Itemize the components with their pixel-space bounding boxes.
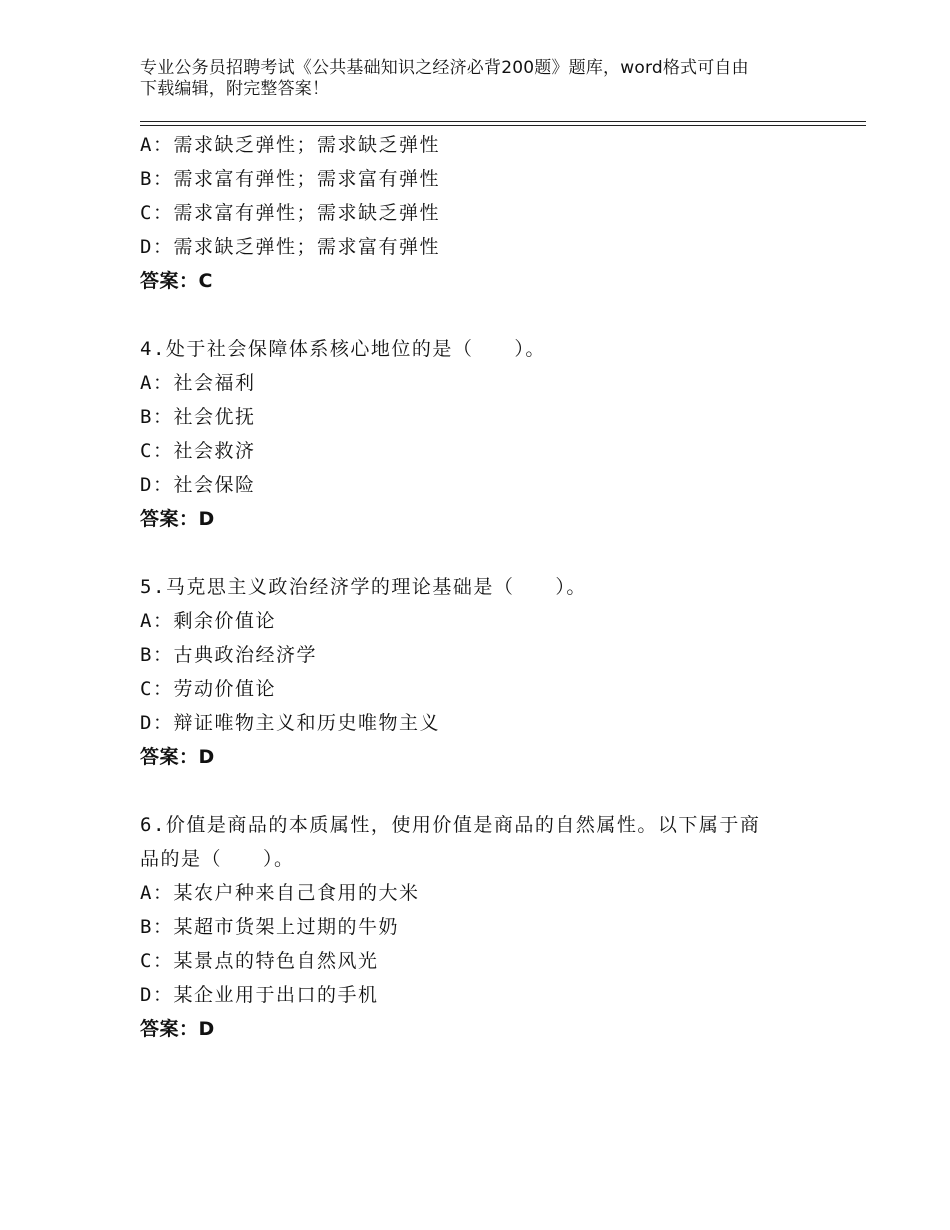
- question-stem-line-1: 6.价值是商品的本质属性，使用价值是商品的自然属性。以下属于商: [140, 814, 761, 836]
- option-d: D：社会保险: [140, 474, 256, 496]
- option-c: C：社会救济: [140, 440, 256, 462]
- answer: 答案：D: [140, 508, 215, 530]
- option-d: D：辩证唯物主义和历史唯物主义: [140, 712, 440, 734]
- option-a: A：需求缺乏弹性；需求缺乏弹性: [140, 134, 440, 156]
- header-line-1: 专业公务员招聘考试《公共基础知识之经济必背200题》题库，word格式可自由: [140, 58, 749, 78]
- option-c: C：需求富有弹性；需求缺乏弹性: [140, 202, 440, 224]
- option-b: B：社会优抚: [140, 406, 256, 428]
- option-a: A：剩余价值论: [140, 610, 276, 632]
- question-stem: 4.处于社会保障体系核心地位的是（ ）。: [140, 338, 546, 360]
- question-list: [140, 128, 840, 1046]
- answer: 答案：C: [140, 270, 213, 292]
- option-d: D：需求缺乏弹性；需求富有弹性: [140, 236, 440, 258]
- header-rule-top: [140, 121, 866, 122]
- option-d: D：某企业用于出口的手机: [140, 984, 379, 1006]
- answer: 答案：D: [140, 1018, 215, 1040]
- header-rule-bottom: [140, 125, 866, 126]
- question-3: [140, 128, 840, 298]
- option-a: A：某农户种来自己食用的大米: [140, 882, 420, 904]
- question-5: [140, 570, 840, 774]
- spacer: [140, 774, 840, 808]
- header-line-2: 下载编辑，附完整答案！: [140, 79, 330, 99]
- page-header: [140, 58, 820, 100]
- option-a: A：社会福利: [140, 372, 256, 394]
- question-stem: 5.马克思主义政治经济学的理论基础是（ ）。: [140, 576, 587, 598]
- spacer: [140, 298, 840, 332]
- answer: 答案：D: [140, 746, 215, 768]
- option-b: B：古典政治经济学: [140, 644, 317, 666]
- option-b: B：需求富有弹性；需求富有弹性: [140, 168, 440, 190]
- option-c: C：劳动价值论: [140, 678, 276, 700]
- option-c: C：某景点的特色自然风光: [140, 950, 379, 972]
- question-6: [140, 808, 840, 1046]
- spacer: [140, 536, 840, 570]
- question-stem-line-2: 品的是（ ）。: [140, 848, 295, 870]
- option-b: B：某超市货架上过期的牛奶: [140, 916, 399, 938]
- question-4: [140, 332, 840, 536]
